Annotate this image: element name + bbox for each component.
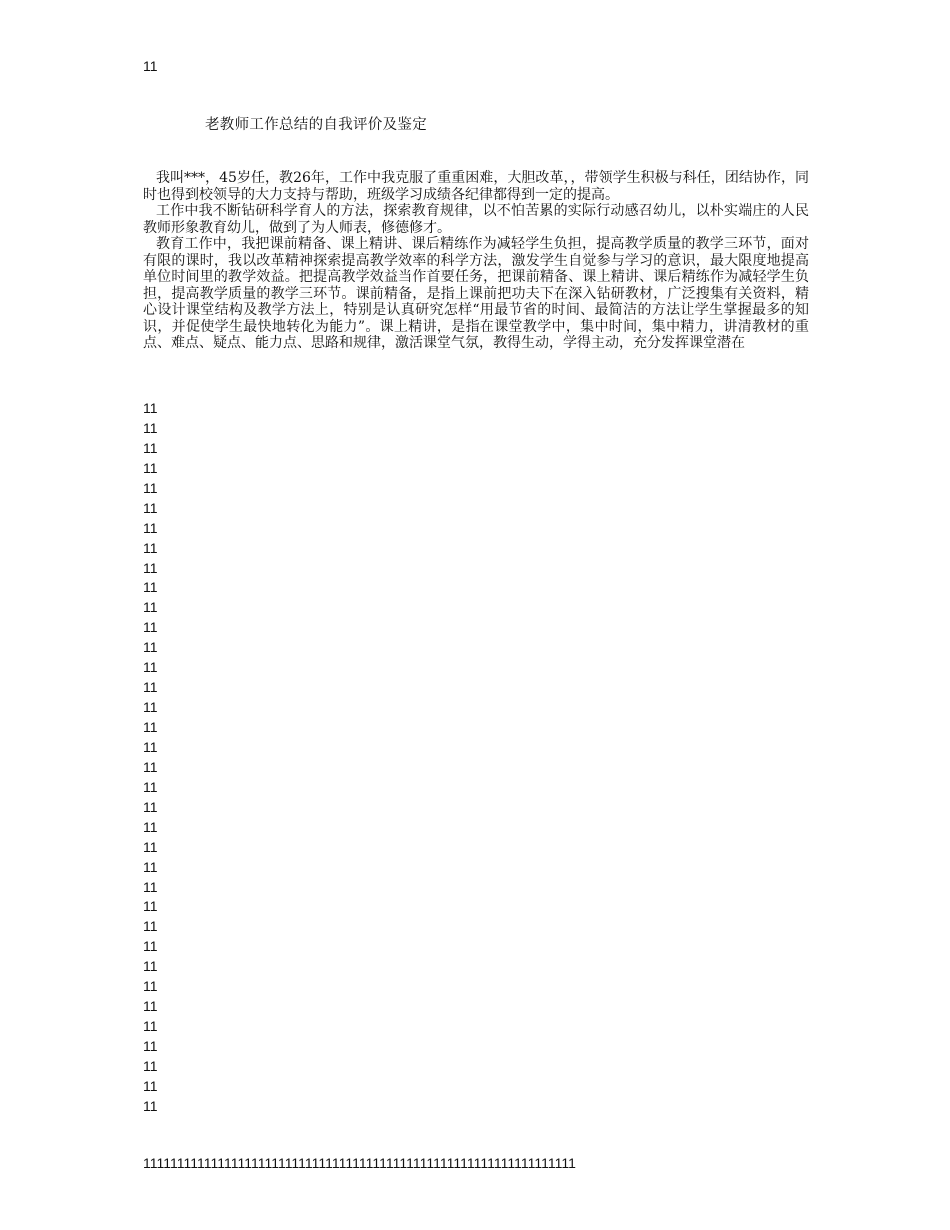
number-line: 11 bbox=[143, 738, 158, 755]
footer-ones-line: 1111111111111111111111111111111111111111111111111111111111111111 bbox=[143, 1155, 576, 1171]
number-line: 11 bbox=[143, 699, 158, 716]
number-line: 11 bbox=[143, 559, 158, 576]
number-line: 11 bbox=[143, 878, 158, 895]
number-line: 11 bbox=[143, 838, 158, 855]
number-line: 11 bbox=[143, 459, 158, 476]
number-lines-list bbox=[143, 399, 158, 1117]
number-line: 11 bbox=[143, 1077, 158, 1094]
document-body bbox=[143, 170, 809, 352]
number-line: 11 bbox=[143, 719, 158, 735]
number-line: 11 bbox=[143, 818, 158, 835]
document-title: 老教师工作总结的自我评价及鉴定 bbox=[205, 117, 427, 133]
number-line: 11 bbox=[143, 679, 158, 696]
number-line: 11 bbox=[143, 1018, 158, 1035]
number-line: 11 bbox=[143, 758, 158, 775]
number-line: 11 bbox=[143, 519, 158, 536]
paragraph-method: 工作中我不断钻研科学育人的方法，探索教育规律，以不怕苦累的实际行动感召幼儿，以朴实端庄的人民教师形象教育幼儿，做到了为人师表，修德修才。 bbox=[143, 203, 809, 236]
number-line: 11 bbox=[143, 798, 158, 815]
number-line: 11 bbox=[143, 439, 158, 456]
number-line: 11 bbox=[143, 1038, 158, 1054]
number-line: 11 bbox=[143, 619, 158, 636]
number-line: 11 bbox=[143, 639, 158, 656]
number-line: 11 bbox=[143, 1097, 158, 1114]
number-line: 11 bbox=[143, 659, 158, 676]
number-line: 11 bbox=[143, 419, 158, 436]
number-line: 11 bbox=[143, 499, 158, 516]
number-line: 11 bbox=[143, 479, 158, 496]
paragraph-teaching: 教育工作中，我把课前精备、课上精讲、课后精练作为减轻学生负担，提高教学质量的教学三环节，面对有限的课时，我以改革精神探索提高教学效率的科学方法，激发学生自觉参与学习的意识，最大限度地提高单位时间里的教学效益。把提高教学效益当作首要任务，把课前精备、课上精讲、课后精练作为减轻学生负担，提高教学质量的教学三环节。课前精备，是指上课前把功夫下在深入钻研教材，广泛搜集有关资料，精心设计课堂结构及教学方法上，特别是认真研究怎样“用最节省的时间、最简洁的方法让学生掌握最多的知识，并促使学生最快地转化为能力”。课上精讲，是指在课堂教学中，集中时间，集中精力，讲清教材的重点、难点、疑点、能力点、思路和规律，激活课堂气氛，教得生动，学得主动，充分发挥课堂潜在 bbox=[143, 236, 809, 351]
number-line: 11 bbox=[143, 400, 158, 416]
number-line: 11 bbox=[143, 978, 158, 995]
number-line: 11 bbox=[143, 858, 158, 875]
number-line: 11 bbox=[143, 918, 158, 935]
number-line: 11 bbox=[143, 778, 158, 795]
number-line: 11 bbox=[143, 998, 158, 1015]
number-line: 11 bbox=[143, 938, 158, 955]
number-line: 11 bbox=[143, 539, 158, 556]
number-line: 11 bbox=[143, 958, 158, 975]
number-line: 11 bbox=[143, 898, 158, 915]
number-line: 11 bbox=[143, 599, 158, 616]
top-page-number: 11 bbox=[143, 58, 158, 74]
number-line: 11 bbox=[143, 1057, 158, 1074]
number-line: 11 bbox=[143, 579, 158, 596]
paragraph-intro: 我叫***，45岁任，教26年，工作中我克服了重重困难，大胆改革，，带领学生积极与科任，团结协作，同时也得到校领导的大力支持与帮助，班级学习成绩各纪律都得到一定的提高。 bbox=[143, 170, 809, 203]
